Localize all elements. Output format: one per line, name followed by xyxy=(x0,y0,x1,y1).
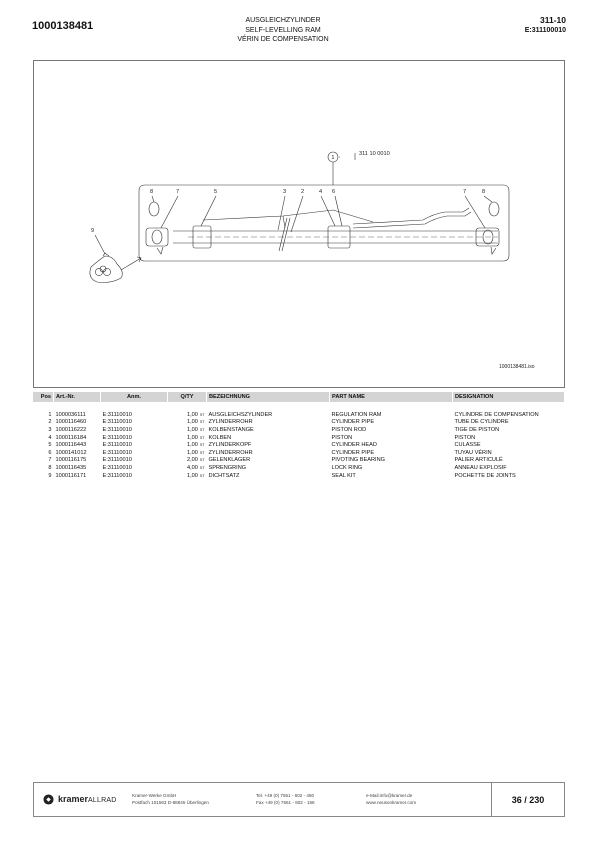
cell-qty-text: 1,00 xyxy=(187,411,198,418)
cell-art-nr-text: 1000116184 xyxy=(55,434,87,441)
cell-designation xyxy=(453,472,565,480)
cell-pos xyxy=(33,411,54,419)
cell-anm xyxy=(101,419,168,427)
cell-qty-text: 1,00 xyxy=(187,419,198,426)
cell-pos-text: 8 xyxy=(48,464,52,471)
callout-6: 6 xyxy=(332,189,336,195)
website-url: www.neusonkramer.com xyxy=(366,800,417,805)
cell-unit: ST xyxy=(199,443,205,448)
cell-qty xyxy=(168,457,207,465)
cell-designation-text: CYLINDRE DE COMPENSATION xyxy=(454,411,539,418)
callout-4: 4 xyxy=(319,189,323,195)
cell-anm-text: E:31110010 xyxy=(102,457,132,464)
cell-part-name-text: CYLINDER PIPE xyxy=(331,449,375,456)
cell-art-nr-text: 1000116435 xyxy=(55,464,87,471)
left-bearing-eye xyxy=(146,228,168,246)
table-row xyxy=(33,457,565,465)
table-row xyxy=(33,449,565,457)
group-number: 311-10 xyxy=(540,15,566,25)
callout-7-right: 7 xyxy=(463,189,467,195)
cell-unit: ST xyxy=(199,435,205,440)
cell-unit: ST xyxy=(199,465,205,470)
cell-pos xyxy=(33,457,54,465)
callout-8-left: 8 xyxy=(150,189,154,195)
cell-qty xyxy=(168,419,207,427)
cell-anm-text: E:31110010 xyxy=(102,449,132,456)
table-spacer-row xyxy=(33,402,565,411)
lock-ring-right xyxy=(489,202,499,216)
cell-designation-text: TUBE DE CYLINDRE xyxy=(454,419,509,426)
cell-part-name xyxy=(330,457,453,465)
cell-bezeichnung-text: ZYLINDERROHR xyxy=(208,419,253,426)
parts-table xyxy=(33,392,565,479)
cell-part-name xyxy=(330,426,453,434)
cell-part-name-text: LOCK RING xyxy=(331,464,363,471)
cell-anm-text: E:31110010 xyxy=(102,472,132,479)
cell-pos-text: 3 xyxy=(48,426,52,433)
cell-pos-text: 1 xyxy=(48,411,52,418)
cell-designation-text: CULASSE xyxy=(454,442,481,449)
cell-qty xyxy=(168,441,207,449)
cell-anm xyxy=(101,441,168,449)
diagram-file-label: 1000138481.iso xyxy=(499,364,535,370)
table-row xyxy=(33,464,565,472)
brand-logo xyxy=(58,794,116,804)
cell-part-name xyxy=(330,441,453,449)
title-german: AUSGLEICHZYLINDER xyxy=(245,17,321,24)
cell-designation xyxy=(453,434,565,442)
cell-part-name-text: PISTON ROD xyxy=(331,426,367,433)
cell-part-name xyxy=(330,434,453,442)
lock-ring-left xyxy=(149,202,159,216)
cell-pos xyxy=(33,426,54,434)
cell-bezeichnung-text: ZYLINDERROHR xyxy=(208,449,253,456)
contact-online xyxy=(366,792,416,806)
cell-anm-text: E:31110010 xyxy=(102,419,132,426)
kramer-logo-icon xyxy=(43,794,54,805)
cell-qty-text: 1,00 xyxy=(187,449,198,456)
col-header-qty: Q/TY xyxy=(168,392,207,402)
callout-5: 5 xyxy=(214,189,218,195)
cell-qty xyxy=(168,426,207,434)
cell-bezeichnung-text: GELENKLAGER xyxy=(208,457,251,464)
cell-designation-text: TUYAU VÉRIN xyxy=(454,449,492,456)
cell-anm xyxy=(101,457,168,465)
cell-bezeichnung xyxy=(207,411,330,419)
cell-designation xyxy=(453,419,565,427)
col-header-designation: DESIGNATION xyxy=(453,392,565,402)
cell-designation-text: PISTON xyxy=(454,434,476,441)
cell-art-nr xyxy=(54,419,101,427)
cell-unit: ST xyxy=(199,450,205,455)
cell-part-name xyxy=(330,449,453,457)
cell-pos xyxy=(33,449,54,457)
cell-art-nr xyxy=(54,472,101,480)
assembly-outline xyxy=(139,185,509,261)
cell-anm xyxy=(101,411,168,419)
cell-designation xyxy=(453,411,565,419)
cell-pos-text: 4 xyxy=(48,434,52,441)
cell-qty xyxy=(168,449,207,457)
company-name: Kramer-Werke GmbH xyxy=(132,793,177,798)
cell-part-name-text: SEAL KIT xyxy=(331,472,356,479)
table-row xyxy=(33,411,565,419)
cell-pos xyxy=(33,419,54,427)
cell-bezeichnung xyxy=(207,434,330,442)
cell-pos-text: 2 xyxy=(48,419,52,426)
callout-3: 3 xyxy=(283,189,287,195)
cell-qty-text: 1,00 xyxy=(187,426,198,433)
cell-bezeichnung xyxy=(207,449,330,457)
cell-designation-text: POCHETTE DE JOINTS xyxy=(454,472,516,479)
cell-anm xyxy=(101,426,168,434)
cell-part-name xyxy=(330,472,453,480)
table-row xyxy=(33,426,565,434)
cell-art-nr-text: 1000116460 xyxy=(55,419,87,426)
cell-qty-text: 1,00 xyxy=(187,442,198,449)
cell-anm-text: E:31110010 xyxy=(102,411,132,418)
page-number: 36 / 230 xyxy=(491,783,564,816)
table-row xyxy=(33,419,565,427)
cell-art-nr-text: 1000141012 xyxy=(55,449,87,456)
cell-anm xyxy=(101,449,168,457)
col-header-art-nr: Art.-Nr. xyxy=(54,392,101,402)
table-row xyxy=(33,441,565,449)
cell-qty xyxy=(168,434,207,442)
cell-part-name-text: CYLINDER PIPE xyxy=(331,419,375,426)
cell-art-nr xyxy=(54,441,101,449)
cell-part-name-text: PISTON xyxy=(331,434,353,441)
cell-part-name-text: CYLINDER HEAD xyxy=(331,442,377,449)
cell-art-nr-text: 1000036111 xyxy=(55,411,86,418)
cell-art-nr xyxy=(54,426,101,434)
cell-bezeichnung xyxy=(207,472,330,480)
cell-qty-text: 4,00 xyxy=(187,464,198,471)
table-row xyxy=(33,472,565,480)
brand-suffix: ALLRAD xyxy=(88,797,117,804)
cell-designation xyxy=(453,449,565,457)
cell-designation-text: TIGE DE PISTON xyxy=(454,426,500,433)
callout-2: 2 xyxy=(301,189,305,195)
company-address xyxy=(132,792,209,806)
cell-pos-text: 7 xyxy=(48,457,52,464)
cell-pos-text: 5 xyxy=(48,442,52,449)
cell-bezeichnung-text: SPRENGRING xyxy=(208,464,247,471)
cell-art-nr-text: 1000116222 xyxy=(55,426,87,433)
cell-anm-text: E:31110010 xyxy=(102,464,132,471)
cell-bezeichnung-text: KOLBENSTANGE xyxy=(208,426,254,433)
table-row xyxy=(33,434,565,442)
assembly-ref-label: 311 10 0010 xyxy=(359,151,390,157)
cell-pos xyxy=(33,464,54,472)
cell-unit: ST xyxy=(199,420,205,425)
cell-designation-text: ANNEAU EXPLOSIF xyxy=(454,464,507,471)
cell-pos-text: 9 xyxy=(48,472,52,479)
cell-designation xyxy=(453,464,565,472)
cell-pos xyxy=(33,441,54,449)
cell-pos-text: 6 xyxy=(48,449,52,456)
callout-7-left: 7 xyxy=(176,189,180,195)
cell-bezeichnung-text: KOLBEN xyxy=(208,434,232,441)
cell-qty xyxy=(168,472,207,480)
group-reference xyxy=(525,16,566,35)
title-french: VÉRIN DE COMPENSATION xyxy=(237,36,329,44)
cell-bezeichnung-text: DICHTSATZ xyxy=(208,472,240,479)
cell-bezeichnung xyxy=(207,426,330,434)
cell-designation xyxy=(453,426,565,434)
cell-anm xyxy=(101,472,168,480)
exploded-view-diagram xyxy=(33,60,565,388)
cell-art-nr-text: 1000116175 xyxy=(55,457,87,464)
cell-bezeichnung xyxy=(207,441,330,449)
col-header-pos: Pos xyxy=(33,392,54,402)
cell-part-name xyxy=(330,411,453,419)
cell-pos xyxy=(33,472,54,480)
cell-part-name xyxy=(330,464,453,472)
cell-anm xyxy=(101,434,168,442)
brand-name: kramer xyxy=(58,794,89,804)
cell-anm-text: E:31110010 xyxy=(102,434,132,441)
col-header-anm: Anm. xyxy=(101,392,168,402)
cell-qty-text: 1,00 xyxy=(187,472,198,479)
cell-bezeichnung xyxy=(207,464,330,472)
cell-qty xyxy=(168,411,207,419)
email-address: e-Mail:info@kramer.de xyxy=(366,793,413,798)
cell-art-nr xyxy=(54,457,101,465)
cell-part-name xyxy=(330,419,453,427)
cell-unit: ST xyxy=(199,412,205,417)
cell-unit: ST xyxy=(199,473,205,478)
table-header-row xyxy=(33,392,565,402)
cell-art-nr xyxy=(54,434,101,442)
cell-art-nr xyxy=(54,464,101,472)
cell-qty-text: 2,00 xyxy=(187,457,198,464)
col-header-part-name: PART NAME xyxy=(330,392,453,402)
contact-phone xyxy=(256,792,315,806)
cell-anm xyxy=(101,464,168,472)
cell-anm-text: E:31110010 xyxy=(102,442,132,449)
page-title-block xyxy=(183,16,383,45)
page-footer xyxy=(33,782,565,817)
cell-bezeichnung-text: ZYLINDERKOPF xyxy=(208,442,252,449)
company-postbox: Postfach 101563 D-88645 Überlingen xyxy=(132,800,209,805)
cell-bezeichnung xyxy=(207,419,330,427)
cell-bezeichnung-text: AUSGLEICHSZYLINDER xyxy=(208,411,273,418)
title-english: SELF-LEVELLING RAM xyxy=(245,26,321,34)
cell-designation-text: PALIER ARTICULÉ xyxy=(454,457,503,464)
group-ref-code: E:311100010 xyxy=(524,26,566,34)
callout-9: 9 xyxy=(91,228,95,234)
cell-qty xyxy=(168,464,207,472)
cell-art-nr-text: 1000116171 xyxy=(55,472,87,479)
cell-designation xyxy=(453,441,565,449)
callout-1: 1 xyxy=(331,155,335,161)
cell-unit: ST xyxy=(199,458,205,463)
cell-art-nr xyxy=(54,449,101,457)
cell-art-nr-text: 1000116443 xyxy=(55,442,87,449)
document-number: 1000138481 xyxy=(32,20,94,32)
cell-pos xyxy=(33,434,54,442)
cell-anm-text: E:31110010 xyxy=(102,426,132,433)
cell-unit: ST xyxy=(199,427,205,432)
cell-designation xyxy=(453,457,565,465)
cell-bezeichnung xyxy=(207,457,330,465)
cell-part-name-text: REGULATION RAM xyxy=(331,411,382,418)
callout-8-right: 8 xyxy=(482,189,486,195)
cell-part-name-text: PIVOTING BEARING xyxy=(331,457,385,464)
col-header-bezeichnung: BEZEICHNUNG xyxy=(207,392,330,402)
fax-number: Fax +49 (0) 7551 - 602 - 156 xyxy=(256,800,315,805)
cell-qty-text: 1,00 xyxy=(187,434,198,441)
phone-number: Tel. +49 (0) 7551 - 602 - 450 xyxy=(256,793,315,798)
cell-art-nr xyxy=(54,411,101,419)
